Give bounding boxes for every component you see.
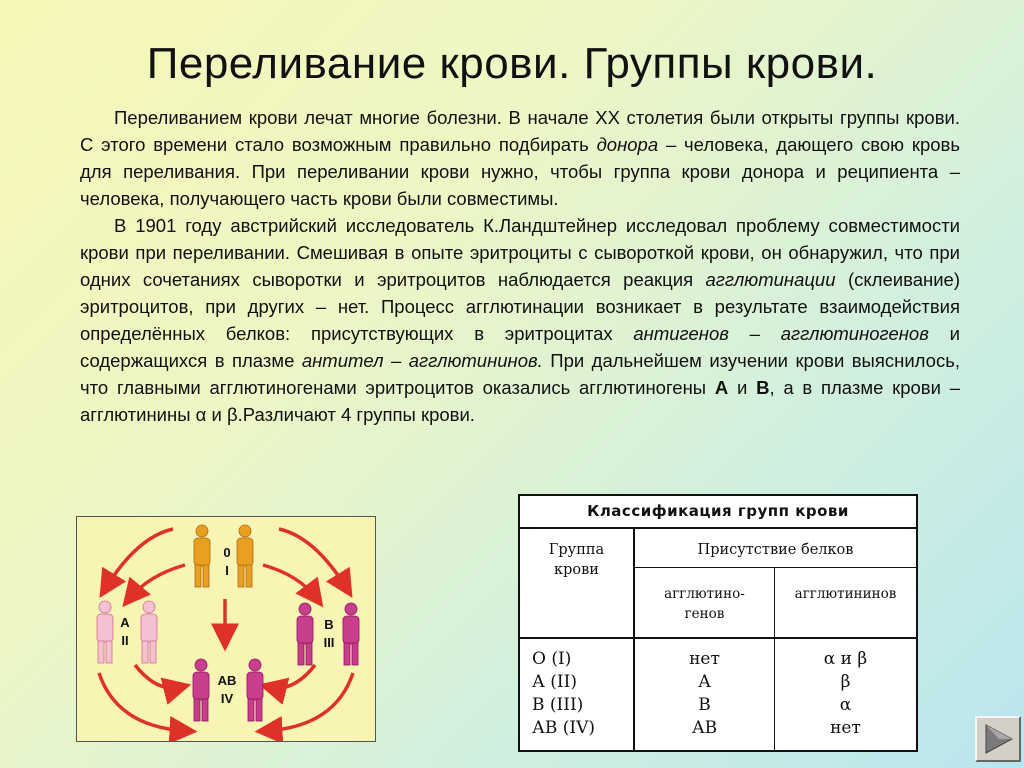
alpha-symbol: α xyxy=(195,404,207,425)
group-b-letter: B xyxy=(324,617,334,632)
group-a-roman: II xyxy=(121,633,129,648)
blood-group-compatibility-diagram xyxy=(76,516,376,742)
table-row-group: А (II) xyxy=(532,672,577,692)
paragraph-2: В 1901 году австрийский исследователь К.Ландштейнер исследовал проблему совместимости крови при переливании. Смешивая в опыте эритроциты с сывороткой крови, он обнаружил, что при одних сочетаниях сыворотки и эритроцитов наблюдается реакция агглютинации (склеивание) эритроцитов, при других – нет. Процесс агглютинации возникает в результате взаимодействия определённых белков: присутствующих в эритроцитах антигенов – агглютиногенов и содержащихся в плазме антител – агглютининов. При дальнейшем изучении крови выяснилось, что главными агглютиногенами эритроцитов оказались агглютиногены А и В, а в плазме крови – агглютинины α и β.Различают 4 группы крови. xyxy=(80,215,960,425)
table-row-agglutinins: β xyxy=(840,672,851,692)
next-slide-icon xyxy=(980,721,1016,757)
agglutinogen-a: А xyxy=(714,377,729,398)
group-a-letter: A xyxy=(120,615,130,630)
term-donor: донора xyxy=(596,134,659,155)
arrow-a-to-ab-outer xyxy=(99,673,187,731)
beta-symbol: β xyxy=(226,404,238,425)
table-row-agglutinogens: В xyxy=(698,695,711,715)
table-row-group: В (III) xyxy=(532,695,584,715)
term-agglutinogens: агглютиногенов xyxy=(780,323,929,344)
header-agglutinogens: агглютино- генов xyxy=(664,586,745,622)
slide-title: Переливание крови. Группы крови. xyxy=(146,39,878,88)
arrow-o-to-b xyxy=(263,565,317,599)
table-title: Классификация групп крови xyxy=(587,502,849,520)
table-divider xyxy=(520,527,916,529)
table-row-group: АВ (IV) xyxy=(532,718,596,738)
arrow-b-to-ab xyxy=(269,665,315,688)
group-ab-letter: AB xyxy=(217,673,237,688)
header-presence: Присутствие белков xyxy=(697,542,854,558)
column-agglutinins xyxy=(775,648,916,740)
table-divider xyxy=(520,637,916,639)
table-divider xyxy=(635,567,916,568)
arrow-o-to-b-outer xyxy=(279,529,347,589)
agglutinogen-b: В xyxy=(756,377,770,398)
paragraph-1: Переливанием крови лечат многие болезни. В начале ХХ столетия были открыты группы крови. С этого времени стало возможным правильно подбирать донора – человека, дающего свою кровь для переливания. При переливании крови нужно, чтобы группа крови донора и реципиента – человека, получающего часть крови были совместимы. xyxy=(80,107,961,209)
term-antigens: антигенов xyxy=(633,323,729,344)
group-b-roman: III xyxy=(323,635,335,650)
term-agglutinins: агглютининов. xyxy=(408,350,543,371)
term-antibodies: антител xyxy=(301,350,384,371)
group-ab-figures xyxy=(193,659,263,721)
arrow-o-to-a-outer xyxy=(105,529,173,589)
table-row-group: О (I) xyxy=(532,649,572,669)
table-row-agglutinogens: АВ xyxy=(691,718,718,738)
blood-group-classification-table xyxy=(518,494,918,752)
table-row-agglutinins: α и β xyxy=(823,649,868,669)
table-row-agglutinogens: А xyxy=(698,672,711,692)
body-text xyxy=(80,104,960,428)
table-row-agglutinins: α xyxy=(839,695,852,715)
column-groups xyxy=(524,648,633,740)
term-agglutination: агглютинации xyxy=(705,269,836,290)
table-row-agglutinins: нет xyxy=(830,718,861,738)
group-o-roman: I xyxy=(225,563,229,578)
group-a-figures xyxy=(97,601,157,663)
header-agglutinins: агглютининов xyxy=(794,586,897,602)
arrow-o-to-a xyxy=(129,565,185,599)
arrow-a-to-ab xyxy=(135,665,181,688)
group-ab-roman: IV xyxy=(220,691,234,706)
arrow-b-to-ab-outer xyxy=(265,673,353,731)
table-row-agglutinogens: нет xyxy=(689,649,720,669)
group-o-letter: 0 xyxy=(223,545,231,560)
compatibility-arrows xyxy=(77,517,375,741)
header-group: Группа крови xyxy=(548,542,605,578)
group-b-figures xyxy=(297,603,359,665)
column-agglutinogens xyxy=(635,648,774,740)
next-slide-button[interactable] xyxy=(975,716,1021,762)
